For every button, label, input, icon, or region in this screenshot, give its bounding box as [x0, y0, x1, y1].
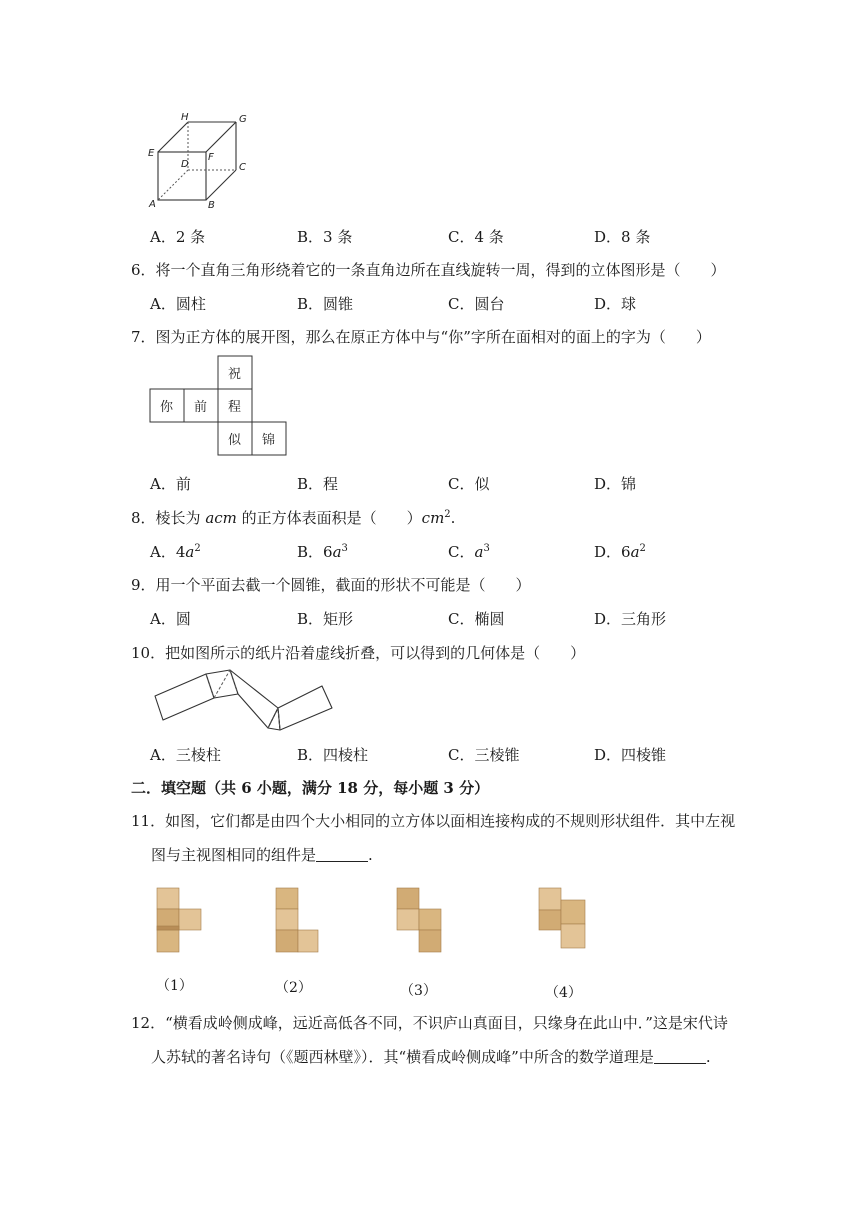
vertex-e: E [148, 148, 155, 159]
block-figure-4 [535, 886, 591, 956]
q8-option-c[interactable]: C．$a^3$ [448, 543, 490, 561]
block-figure-1 [155, 886, 207, 956]
q6-option-a[interactable]: A．圆柱 [150, 295, 206, 313]
q7-option-d[interactable]: D．锦 [594, 475, 637, 493]
caption-4: （4） [545, 985, 582, 1001]
q6-option-b[interactable]: B．圆锥 [297, 295, 354, 313]
q7-text: 7．图为正方体的展开图，那么在原正方体中与“你”字所在面相对的面上的字为（ ） [131, 328, 711, 346]
net-face-ni: 你 [160, 400, 174, 415]
vertex-c: C [239, 162, 246, 173]
q10-option-c[interactable]: C．三棱锥 [448, 746, 520, 764]
q6-option-c[interactable]: C．圆台 [448, 295, 505, 313]
q11-answer-blank[interactable] [316, 847, 368, 862]
q9-option-c[interactable]: C．椭圆 [448, 610, 505, 628]
q5-option-b[interactable]: B．3 条 [297, 228, 353, 246]
q10-option-a[interactable]: A．三棱柱 [150, 746, 221, 764]
q8-var: acm [205, 509, 237, 527]
section-2-title: 二．填空题（共 6 小题，满分 18 分，每小题 3 分） [131, 779, 490, 797]
q7-option-c[interactable]: C．似 [448, 475, 490, 493]
q10-option-b[interactable]: B．四棱柱 [297, 746, 369, 764]
q10-option-d[interactable]: D．四棱锥 [594, 746, 667, 764]
q12-line-2: 人苏轼的著名诗句（《题西林壁》）．其“横看成岭侧成峰”中所含的数学道理是 . [151, 1048, 711, 1066]
cube-figure [140, 110, 270, 210]
q5-option-a[interactable]: A．2 条 [150, 228, 206, 246]
paper-strip-figure [150, 668, 350, 734]
vertex-f: F [208, 152, 214, 163]
q5-option-d[interactable]: D．8 条 [594, 228, 651, 246]
q8-option-a[interactable]: A．$4a^2$ [150, 543, 201, 561]
q11-line-1: 11．如图，它们都是由四个大小相同的立方体以面相连接构成的不规则形状组件．其中左视 [131, 812, 736, 830]
vertex-h: H [181, 112, 189, 123]
q5-option-c[interactable]: C．4 条 [448, 228, 504, 246]
caption-2: （2） [275, 980, 312, 996]
q7-option-a[interactable]: A．前 [150, 475, 191, 493]
q6-option-d[interactable]: D．球 [594, 295, 637, 313]
block-figure-3 [395, 886, 447, 956]
q7-option-b[interactable]: B．程 [297, 475, 339, 493]
q8-option-b[interactable]: B．$6a^3$ [297, 543, 348, 561]
q9-option-d[interactable]: D．三角形 [594, 610, 667, 628]
vertex-b: B [208, 200, 215, 211]
block-figure-2 [270, 886, 322, 956]
vertex-d: D [181, 159, 189, 170]
net-face-cheng: 程 [228, 400, 242, 415]
q10-text: 10．把如图所示的纸片沿着虚线折叠，可以得到的几何体是（ ） [131, 644, 586, 662]
caption-3: （3） [400, 983, 437, 999]
net-face-jin: 锦 [262, 433, 276, 448]
q6-text: 6．将一个直角三角形绕着它的一条直角边所在直线旋转一周，得到的立体图形是（ ） [131, 261, 726, 279]
q9-option-a[interactable]: A．圆 [150, 610, 191, 628]
net-face-qian: 前 [194, 400, 208, 415]
q12-line-1: 12．“横看成岭侧成峰，远近高低各不同，不识庐山真面目，只缘身在此山中．”这是宋代诗 [131, 1014, 728, 1032]
q12-answer-blank[interactable] [654, 1049, 706, 1064]
net-face-zhu: 祝 [228, 367, 242, 382]
vertex-a: A [149, 199, 156, 210]
vertex-g: G [239, 114, 247, 125]
cube-net-figure [150, 356, 290, 456]
q8-text: 8．棱长为 acm 的正方体表面积是（ ）$cm^2$. [131, 509, 456, 527]
q9-option-b[interactable]: B．矩形 [297, 610, 354, 628]
q11-line-2: 图与主视图相同的组件是 . [151, 846, 373, 864]
net-face-si: 似 [228, 433, 242, 448]
caption-1: （1） [156, 978, 193, 994]
q8-option-d[interactable]: D．$6a^2$ [594, 543, 646, 561]
q9-text: 9．用一个平面去截一个圆锥，截面的形状不可能是（ ） [131, 576, 531, 594]
